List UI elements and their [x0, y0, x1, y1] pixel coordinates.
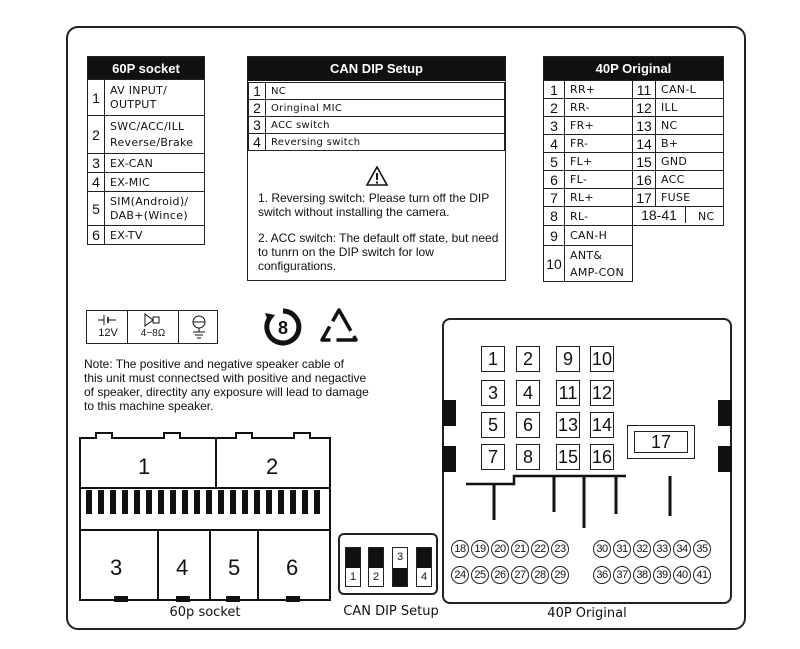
- pin-17-housing: [627, 425, 695, 459]
- can-dip-label: ACC switch: [266, 117, 505, 134]
- pin-30: 30: [593, 540, 611, 558]
- o40-num: 12: [633, 99, 656, 117]
- pin-10: 10: [590, 346, 614, 372]
- pin-23: 23: [551, 540, 569, 558]
- o40-num: 10: [544, 246, 565, 282]
- pin-26: 26: [491, 566, 509, 584]
- recycle-icon: [318, 307, 360, 345]
- pin-13: 13: [556, 412, 580, 438]
- dip-position-3: 3: [392, 547, 408, 587]
- can-dip-num: 4: [249, 134, 266, 151]
- connector60-slot-1: 1: [138, 454, 151, 479]
- pin-8: 8: [516, 444, 540, 470]
- can-dip-note-2: 2. ACC switch: The default off state, but need to tunrn on the DIP switch for low configurations.: [258, 231, 499, 273]
- pin-38: 38: [633, 566, 651, 584]
- connector60-slot-4: 4: [176, 555, 189, 580]
- pin-27: 27: [511, 566, 529, 584]
- speaker-note: Note: The positive and negative speaker cable of this unit must connectsed with positive and negactive of speaker, directity any exposure will lead to damage to this machine speaker.: [84, 357, 369, 413]
- pin-33: 33: [653, 540, 671, 558]
- pin-31: 31: [613, 540, 631, 558]
- dip-position-2: 2: [368, 547, 384, 587]
- o40-label: NC: [698, 210, 715, 223]
- o40-num: 3: [544, 117, 565, 135]
- pin-1: 1: [481, 346, 505, 372]
- pin-21: 21: [511, 540, 529, 558]
- o40-range-cell: [633, 207, 724, 226]
- pin-25: 25: [471, 566, 489, 584]
- socket60-num: 1: [88, 80, 105, 116]
- o40-label: RL-: [565, 207, 633, 226]
- o40-num: 11: [633, 81, 656, 99]
- pin-2: 2: [516, 346, 540, 372]
- pin-4: 4: [516, 380, 540, 406]
- dip-position-4: 4: [416, 547, 432, 587]
- pin-40: 40: [673, 566, 691, 584]
- o40-num: 16: [633, 171, 656, 189]
- o40-label: B+: [656, 135, 724, 153]
- socket60-label: AV INPUT/ OUTPUT: [105, 80, 205, 116]
- socket60-title: 60P socket: [88, 57, 205, 80]
- o40-label: GND: [656, 153, 724, 171]
- o40-num: 8: [544, 207, 565, 226]
- pin-32: 32: [633, 540, 651, 558]
- o40-label: CAN-L: [656, 81, 724, 99]
- connector40-caption: 40P Original: [547, 606, 627, 621]
- pin-15: 15: [556, 444, 580, 470]
- socket60-label: EX-TV: [105, 226, 205, 245]
- pin-3: 3: [481, 380, 505, 406]
- can-dip-box: [247, 56, 506, 281]
- pin-9: 9: [556, 346, 580, 372]
- pin-29: 29: [551, 566, 569, 584]
- dip-switch: [338, 533, 438, 595]
- rohs-8-icon: [263, 307, 303, 347]
- o40-label: FL+: [565, 153, 633, 171]
- o40-num: 15: [633, 153, 656, 171]
- ground-icon: [188, 314, 210, 340]
- pin-14: 14: [590, 412, 614, 438]
- o40-label: FR+: [565, 117, 633, 135]
- o40-label: RR+: [565, 81, 633, 99]
- o40-num: 9: [544, 226, 565, 246]
- o40-label: CAN-H: [565, 226, 633, 246]
- pin-6: 6: [516, 412, 540, 438]
- pin-17: 17: [634, 431, 688, 453]
- connector60-slot-5: 5: [228, 555, 241, 580]
- battery-icon: [97, 314, 117, 326]
- pin-12: 12: [590, 380, 614, 406]
- o40-label: ACC: [656, 171, 724, 189]
- can-dip-title: CAN DIP Setup: [248, 57, 505, 81]
- connector60-slot-6: 6: [286, 555, 299, 580]
- can-dip-num: 2: [249, 100, 266, 117]
- can-dip-note-1: 1. Reversing switch: Please turn off the DIP switch without installing the camera.: [258, 191, 490, 219]
- pin-28: 28: [531, 566, 549, 584]
- o40-label: ANT& AMP-CON: [565, 246, 633, 282]
- o40-label: FL-: [565, 171, 633, 189]
- o40-num: 4: [544, 135, 565, 153]
- socket60-label: EX-MIC: [105, 173, 205, 192]
- pin-34: 34: [673, 540, 691, 558]
- can-dip-table: [248, 82, 505, 151]
- o40-num: 7: [544, 189, 565, 207]
- pin-39: 39: [653, 566, 671, 584]
- o40-num: 2: [544, 99, 565, 117]
- pin-22: 22: [531, 540, 549, 558]
- socket60-num: 4: [88, 173, 105, 192]
- socket60-num: 3: [88, 154, 105, 173]
- pin-19: 19: [471, 540, 489, 558]
- impedance-label: 4~8Ω: [140, 328, 166, 339]
- o40-num: 14: [633, 135, 656, 153]
- socket60-label: SWC/ACC/ILL Reverse/Brake: [105, 116, 205, 154]
- connector60-caption: 60p socket: [169, 605, 241, 620]
- voltage-label: 12V: [98, 327, 118, 339]
- o40-num: 17: [633, 189, 656, 207]
- o40-num: 6: [544, 171, 565, 189]
- can-dip-label: Reversing switch: [266, 134, 505, 151]
- original40-title: 40P Original: [544, 57, 724, 81]
- o40-num: 13: [633, 117, 656, 135]
- o40-label: RL+: [565, 189, 633, 207]
- pin-35: 35: [693, 540, 711, 558]
- can-dip-num: 1: [249, 83, 266, 100]
- pin-11: 11: [556, 380, 580, 406]
- socket60-num: 5: [88, 192, 105, 226]
- o40-label: FR-: [565, 135, 633, 153]
- pin-16: 16: [590, 444, 614, 470]
- dip-position-1: 1: [345, 547, 361, 587]
- socket60-num: 6: [88, 226, 105, 245]
- o40-num: 5: [544, 153, 565, 171]
- o40-label: ILL: [656, 99, 724, 117]
- socket60-num: 2: [88, 116, 105, 154]
- symbol-box: [86, 310, 218, 344]
- connector60-slot-2: 2: [266, 454, 279, 479]
- pin-24: 24: [451, 566, 469, 584]
- pin-36: 36: [593, 566, 611, 584]
- o40-num: 18-41: [633, 207, 686, 223]
- connector60-slot-3: 3: [110, 555, 123, 580]
- can-dip-num: 3: [249, 117, 266, 134]
- pin-37: 37: [613, 566, 631, 584]
- warning-triangle-icon: [366, 166, 388, 186]
- pin-20: 20: [491, 540, 509, 558]
- o40-num: 1: [544, 81, 565, 99]
- speaker-icon: [143, 313, 163, 327]
- dip-switch-caption: CAN DIP Setup: [343, 604, 439, 619]
- socket60-label: SIM(Android)/ DAB+(Wince): [105, 192, 205, 226]
- pin-41: 41: [693, 566, 711, 584]
- socket60-table: [87, 56, 205, 245]
- o40-label: RR-: [565, 99, 633, 117]
- pin-7: 7: [481, 444, 505, 470]
- can-dip-label: NC: [266, 83, 505, 100]
- pin-18: 18: [451, 540, 469, 558]
- svg-text:8: 8: [277, 318, 289, 338]
- original40-table: [543, 56, 724, 282]
- o40-label: FUSE: [656, 189, 724, 207]
- pin-5: 5: [481, 412, 505, 438]
- socket60-label: EX-CAN: [105, 154, 205, 173]
- can-dip-label: Oringinal MIC: [266, 100, 505, 117]
- o40-label: NC: [656, 117, 724, 135]
